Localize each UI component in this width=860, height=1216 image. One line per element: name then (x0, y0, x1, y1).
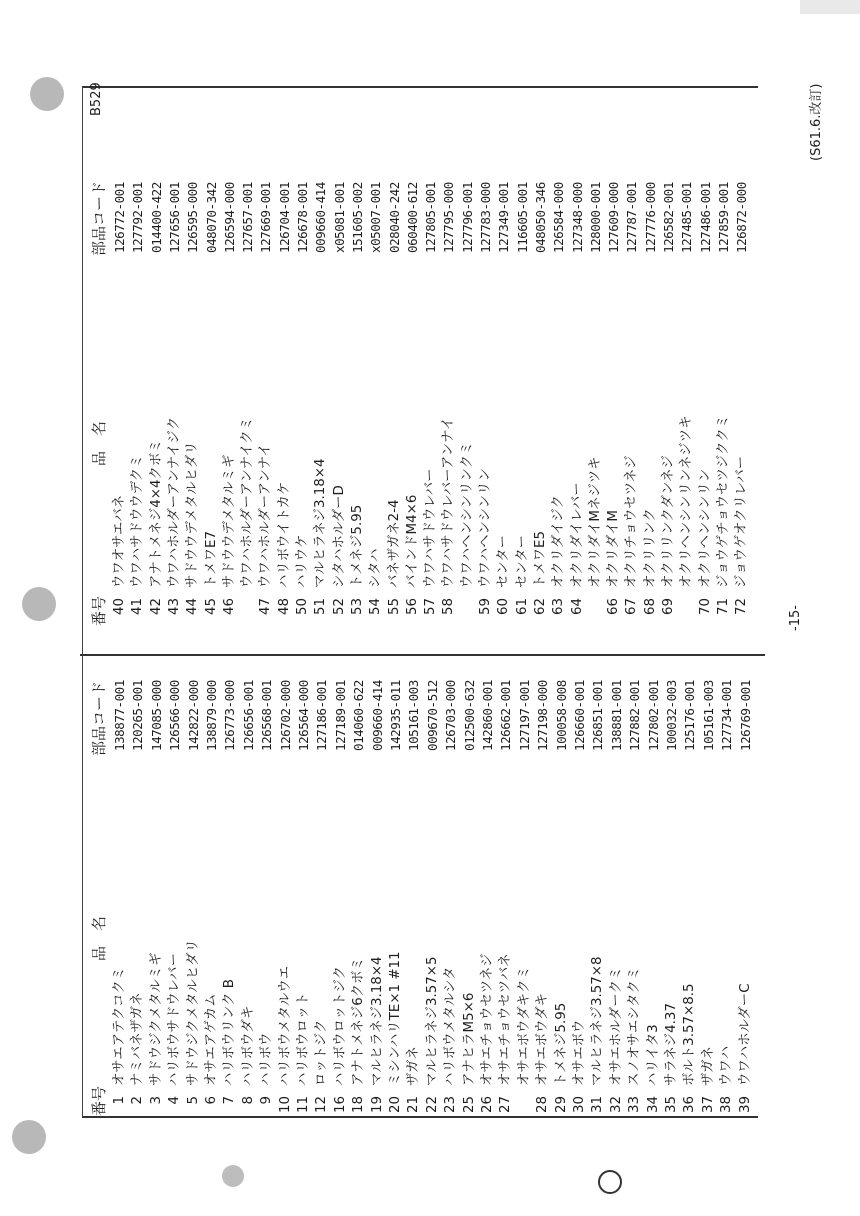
part-code: 009670-512 (424, 680, 440, 751)
part-number: 50 (295, 598, 310, 616)
part-name: センター (496, 534, 512, 588)
part-code: 127795-000 (441, 182, 457, 253)
part-number: 2 (130, 1096, 146, 1105)
part-code: 138877-001 (112, 680, 127, 751)
column-divider (80, 655, 765, 657)
part-number: 26 (480, 1096, 495, 1114)
part-code: 060400-612 (404, 182, 420, 253)
part-number: 23 (443, 1096, 459, 1114)
part-name: ハリボウロット (296, 992, 311, 1086)
part-name: マルヒラネジ3.57×5 (424, 956, 440, 1086)
part-code: 127776-000 (642, 182, 658, 253)
part-number: 22 (424, 1096, 440, 1114)
part-number: 10 (277, 1096, 293, 1114)
part-number: 53 (349, 598, 365, 616)
part-name: ハリボウメタルウエ (277, 965, 293, 1086)
part-name: サドウジクメタルミギ (148, 952, 164, 1086)
part-code: 126568-001 (259, 680, 275, 751)
part-number: 43 (166, 598, 182, 616)
part-code: 048070-342 (203, 182, 219, 253)
part-code: 126660-001 (572, 680, 587, 751)
part-code: 126772-001 (112, 182, 127, 253)
part-number: 19 (369, 1096, 385, 1114)
part-number: 57 (423, 598, 439, 616)
part-code: 126703-000 (443, 680, 459, 751)
part-code: 028040-242 (386, 182, 402, 253)
part-number: 45 (203, 598, 219, 616)
part-code: 126584-000 (551, 182, 567, 253)
part-code: 127485-001 (679, 182, 695, 253)
part-name: オクリダイM (606, 510, 622, 588)
part-number: 37 (700, 1096, 716, 1114)
part-number: 66 (606, 598, 622, 616)
part-code: 105161-003 (700, 680, 716, 751)
part-name: ウワハサドウウデクミ (130, 454, 146, 588)
part-number: 21 (406, 1096, 422, 1114)
part-number: 12 (314, 1096, 330, 1114)
part-number: 34 (645, 1096, 661, 1114)
part-name: オサエアテクコクミ (112, 966, 127, 1086)
part-code: 127656-001 (166, 182, 182, 253)
part-name: アナトメネジ6クボミ (351, 957, 367, 1086)
part-number: 20 (388, 1096, 403, 1114)
page-number: -15- (788, 605, 803, 631)
part-code: 142822-000 (185, 680, 201, 751)
part-number: 48 (276, 598, 292, 616)
part-name: ウワハサドウレバーアンナイ (441, 417, 457, 588)
part-number: 38 (719, 1096, 735, 1114)
part-code: x05007-001 (368, 182, 384, 253)
part-name: ハリボウダキ (240, 1005, 256, 1086)
part-name: サラネジ4.37 (664, 1003, 679, 1086)
part-name: バネザガネ2-4 (386, 499, 402, 588)
part-number: 63 (551, 598, 567, 616)
part-name: ザガネ (406, 1046, 422, 1086)
part-number: 54 (368, 598, 384, 616)
part-name: バインドM4×6 (404, 494, 420, 588)
part-number: 47 (258, 598, 274, 616)
part-number: 58 (441, 598, 457, 616)
part-code: 142935-011 (388, 680, 403, 751)
part-code: 126595-000 (185, 182, 201, 253)
part-code: 120265-001 (130, 680, 146, 751)
part-number: 1 (112, 1096, 127, 1105)
part-name: ザガネ (700, 1046, 716, 1086)
part-code: 105161-003 (406, 680, 422, 751)
part-name: ジョウゲチョウセツジククミ (715, 414, 731, 588)
part-code: 012500-632 (461, 680, 477, 751)
part-name: オクリダイレバー (569, 482, 585, 588)
part-number: 9 (259, 1096, 275, 1105)
part-number: 27 (498, 1096, 514, 1114)
part-number: 41 (130, 598, 146, 616)
part-number: 31 (590, 1096, 606, 1114)
part-name: ウワハヘンシンリンクミ (459, 441, 475, 588)
part-number: 60 (496, 598, 512, 616)
part-code: 100032-003 (664, 680, 679, 751)
part-name: サドウウデメタルヒダリ (185, 441, 201, 588)
part-name: ウワハホルダーC (737, 983, 753, 1086)
part-name: ハリボウ (259, 1032, 275, 1086)
part-name: ウワオサエバネ (112, 494, 127, 588)
part-number: 30 (572, 1096, 587, 1114)
part-code: 127198-000 (535, 680, 551, 751)
part-name: オサエチョウセツネジ (480, 953, 495, 1086)
part-number: 16 (332, 1096, 348, 1114)
part-code: 126566-000 (167, 680, 183, 751)
page-code: B529 (89, 82, 104, 116)
part-code: 126662-001 (498, 680, 514, 751)
part-number: 61 (514, 598, 530, 616)
part-name: ナミバネザガネ (130, 992, 146, 1086)
part-name: ハリボウメタルシタ (443, 966, 459, 1086)
part-code: 138879-000 (204, 680, 219, 751)
part-code: 126594-000 (221, 182, 237, 253)
part-number: 56 (404, 598, 420, 616)
part-name: ウワハヘンシンリン (478, 468, 493, 588)
part-name: オサエチョウセツバネ (498, 953, 514, 1086)
part-code: 009660-414 (313, 182, 329, 253)
part-code: 127348-000 (569, 182, 585, 253)
part-name: ウワハサドウレバー (423, 468, 439, 588)
part-name: ロットジク (314, 1019, 330, 1086)
part-number: 68 (642, 598, 658, 616)
part-code: 009660-414 (369, 680, 385, 751)
part-code: 147085-000 (148, 680, 164, 751)
part-code: 126872-000 (734, 182, 750, 253)
part-number: 70 (697, 598, 713, 616)
part-code: 126656-001 (240, 680, 256, 751)
right-header-name: 品 名 (90, 420, 108, 466)
part-name: ボルト3.57×8.5 (682, 983, 698, 1086)
part-number: 33 (627, 1096, 643, 1114)
part-number: 42 (148, 598, 164, 616)
part-code: 127802-001 (645, 680, 661, 751)
part-name: ハリボウサドウレバー (167, 953, 183, 1086)
part-number: 62 (532, 598, 548, 616)
part-code: 127186-001 (314, 680, 330, 751)
left-header-num: 番号 (90, 1085, 108, 1116)
part-code: 126704-001 (276, 182, 292, 253)
part-code: 127669-001 (258, 182, 274, 253)
part-code: 126851-001 (590, 680, 606, 751)
part-name: オクリヘンシンリン (697, 468, 713, 588)
part-number: 67 (624, 598, 640, 616)
part-code: x05081-001 (331, 182, 347, 253)
part-number: 25 (461, 1096, 477, 1114)
part-number: 11 (296, 1096, 311, 1114)
part-name: ウワハホルダーアンナイジク (166, 416, 182, 588)
part-name: オクリダイMネジツキ (587, 456, 603, 588)
part-name: ハリボウリンク B (222, 979, 238, 1086)
part-number: 59 (478, 598, 493, 616)
part-number: 46 (221, 598, 237, 616)
part-code: 127783-000 (478, 182, 493, 253)
part-number: 4 (167, 1096, 183, 1105)
part-name: ウワハホルダーアンナイ (258, 443, 274, 588)
part-code: 127792-001 (130, 182, 146, 253)
part-code: 126582-001 (661, 182, 676, 253)
part-name: ミシンハリTE×1 #11 (388, 951, 403, 1086)
part-name: ハリウケ (295, 534, 310, 588)
part-name: オクリリンクダンネジ (661, 455, 676, 588)
part-number: 51 (313, 598, 329, 616)
part-number: 40 (112, 598, 127, 616)
part-code: 127657-001 (240, 182, 256, 253)
part-code: 127859-001 (715, 182, 731, 253)
part-name: アナトメネジ4×4クボミ (148, 439, 164, 588)
part-name: オサエボウ (572, 1019, 587, 1086)
part-name: トメワE5 (532, 530, 548, 588)
part-name: サドウジクメタルヒダリ (185, 939, 201, 1086)
part-code: 125176-001 (682, 680, 698, 751)
part-name: ウワハホルダーアンナイクミ (240, 416, 256, 588)
part-name: オクリヘンシンリンネジツキ (679, 415, 695, 588)
part-number: 35 (664, 1096, 679, 1114)
part-name: サドウウデメタルミギ (221, 454, 237, 588)
part-number: 18 (351, 1096, 367, 1114)
part-code: 014400-422 (148, 182, 164, 253)
part-name: スノオサエシタクミ (627, 966, 643, 1086)
part-name: ウワハ (719, 1045, 735, 1086)
part-code: 151605-002 (349, 182, 365, 253)
part-code: 048050-346 (532, 182, 548, 253)
part-number: 52 (331, 598, 347, 616)
part-number: 28 (535, 1096, 551, 1114)
part-name: マルヒラネジ3.18×4 (369, 956, 385, 1086)
part-name: オクリリンク (642, 508, 658, 588)
part-code: 127609-000 (606, 182, 622, 253)
part-name: マルヒラネジ3.18×4 (313, 458, 329, 588)
part-code: 126773-000 (222, 680, 238, 751)
part-number: 55 (386, 598, 402, 616)
right-header-num: 番号 (90, 595, 108, 626)
part-name: オサエボウダキ (535, 992, 551, 1086)
part-name: センター (514, 534, 530, 588)
part-name: トメワE7 (203, 530, 219, 588)
part-number: 44 (185, 598, 201, 616)
part-code: 142860-001 (480, 680, 495, 751)
part-code: 127882-001 (627, 680, 643, 751)
part-number: 7 (222, 1096, 238, 1105)
part-number: 64 (569, 598, 585, 616)
part-code: 126678-001 (295, 182, 310, 253)
part-code: 138881-001 (608, 680, 624, 751)
part-number: 6 (204, 1096, 219, 1105)
part-name: オクリダイジク (551, 495, 567, 588)
part-number: 5 (185, 1096, 201, 1105)
part-number: 3 (148, 1096, 164, 1105)
revision-note: (S61.6.改訂) (809, 83, 824, 161)
part-code: 127486-001 (697, 182, 713, 253)
part-code: 128000-001 (587, 182, 603, 253)
part-code: 014060-622 (351, 680, 367, 751)
part-number: 71 (715, 598, 731, 616)
part-name: オサエアゲカム (204, 993, 219, 1086)
part-code: 116605-001 (514, 182, 530, 253)
part-code: 127787-001 (624, 182, 640, 253)
part-number: 8 (240, 1096, 256, 1105)
part-code: 127197-001 (516, 680, 532, 751)
part-code: 127805-001 (423, 182, 439, 253)
part-code: 127734-001 (719, 680, 735, 751)
part-name: オサエホルダークミ (608, 966, 624, 1086)
part-code: 127349-001 (496, 182, 512, 253)
part-name: マルヒラネジ3.57×8 (590, 956, 606, 1086)
part-name: シタハホルダーD (331, 485, 347, 588)
part-name: トメネジ5.95 (349, 504, 365, 588)
left-header-name: 品 名 (90, 915, 108, 961)
part-number: 39 (737, 1096, 753, 1114)
part-name: トメネジ5.95 (553, 1002, 569, 1086)
part-name: オクリチョウセツネジ (624, 455, 640, 588)
part-name: アナヒラM5×6 (461, 992, 477, 1086)
part-code: 100058-008 (553, 680, 569, 751)
right-header-code: 部品コード (90, 180, 108, 256)
part-name: オサエボウダキクミ (516, 966, 532, 1086)
part-name: シタハ (368, 548, 384, 588)
part-code: 126702-000 (277, 680, 293, 751)
part-name: ハリボウロットジク (332, 966, 348, 1086)
part-number: 32 (608, 1096, 624, 1114)
part-name: ジョウゲオクリレバー (734, 455, 750, 588)
part-code: 126564-000 (296, 680, 311, 751)
part-code: 127796-001 (459, 182, 475, 253)
left-header-code: 部品コード (90, 680, 108, 756)
part-name: ハリボウイトカケ (276, 481, 292, 588)
part-name: ハリイタ3 (645, 1024, 661, 1086)
part-code: 126769-001 (737, 680, 753, 751)
part-number: 72 (734, 598, 750, 616)
part-number: 36 (682, 1096, 698, 1114)
part-code: 127189-001 (332, 680, 348, 751)
part-number: 69 (661, 598, 676, 616)
part-number: 29 (553, 1096, 569, 1114)
